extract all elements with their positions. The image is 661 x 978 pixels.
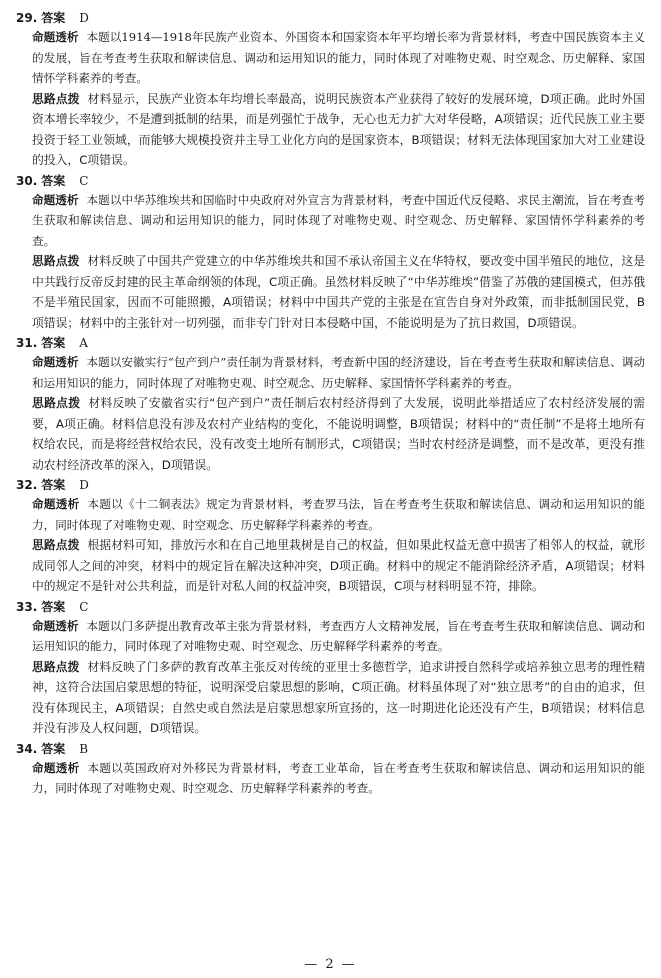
analysis-text: 本题以英国政府对外移民为背景材料，考查工业革命，旨在考查考生获取和解读信息、调动和运用知识的能力，同时体现了对唯物史观、时空观念、历史解释学科素养的考查。 <box>32 760 645 795</box>
analysis-label: 命题透析 <box>32 30 79 44</box>
analysis-text: 本题以安徽实行“包产到户”责任制为背景材料，考查新中国的经济建设，旨在考查考生获取和解读信息、调动和运用知识的能力，同时体现了对唯物史观、时空观念、历史解释、家国情怀学科素养的考查。 <box>32 355 645 390</box>
question-number: 33. <box>16 599 38 614</box>
analysis-paragraph <box>16 190 645 252</box>
tips-label: 思路点拨 <box>32 538 80 552</box>
answer-line <box>16 740 645 758</box>
question-number: 34. <box>16 741 38 756</box>
tips-paragraph <box>16 393 645 475</box>
analysis-paragraph <box>16 494 645 535</box>
question-number: 30. <box>16 173 38 188</box>
answer-option: B <box>79 741 89 756</box>
answer-line <box>16 598 645 616</box>
answer-label: 答案 <box>41 478 66 492</box>
answer-option: C <box>79 599 89 614</box>
answer-label: 答案 <box>41 599 66 614</box>
answer-option: A <box>79 336 88 350</box>
question-list <box>16 9 645 799</box>
tips-paragraph <box>16 657 645 739</box>
answer-line <box>16 476 645 494</box>
tips-paragraph <box>16 535 645 597</box>
tips-label: 思路点拨 <box>32 254 80 268</box>
answer-label: 答案 <box>41 336 66 350</box>
tips-text: 材料反映了安徽省实行“包产到户”责任制后农村经济得到了大发展，说明此举措适应了农村经济发展的需要，A项正确。材料信息没有涉及农村产业结构的变化，不能说明调整，B项错误；材料中的“责任制”不是将土地所有权给农民，而是将经营权给农民，没有改变土地所有制形式，C项错误；当时农村经济是调整，而不是改革，更没有推动农村经济改革的深入，D项错误。 <box>32 396 645 472</box>
answer-option: C <box>79 173 89 188</box>
analysis-paragraph <box>16 758 645 799</box>
question-31 <box>16 334 645 475</box>
answer-label: 答案 <box>41 11 66 25</box>
analysis-label: 命题透析 <box>32 760 80 775</box>
question-29 <box>16 9 645 171</box>
answer-line <box>16 9 645 27</box>
analysis-paragraph <box>16 27 645 89</box>
answer-label: 答案 <box>41 173 66 188</box>
answer-line <box>16 334 645 352</box>
question-32 <box>16 476 645 597</box>
analysis-label: 命题透析 <box>32 618 79 633</box>
question-number: 29. <box>16 11 38 25</box>
analysis-text: 本题以《十二铜表法》规定为背景材料，考查罗马法，旨在考查考生获取和解读信息、调动和运用知识的能力，同时体现了对唯物史观、时空观念、历史解释学科素养的考查。 <box>32 497 645 532</box>
tips-paragraph <box>16 89 645 171</box>
analysis-paragraph <box>16 616 645 657</box>
tips-text: 材料显示，民族产业资本年均增长率最高，说明民族资本产业获得了较好的发展环境，D项正确。此时外国资本增长率较少，不是遭到抵制的结果，而是列强忙于战争，无心也无力扩大对华侵略，A项错误；近代民族工业主要投资于轻工业领域，而能够大规模投资并主导工业化方向的是国家资本，B项错误；材料无法体现国家加大对工业建设的投入，C项错误。 <box>32 91 645 167</box>
tips-label: 思路点拨 <box>32 91 80 106</box>
analysis-label: 命题透析 <box>32 192 79 207</box>
tips-text: 材料反映了门多萨的教育改革主张反对传统的亚里士多德哲学，追求讲授自然科学或培养独立思考的理性精神，这符合法国启蒙思想的特征，说明深受启蒙思想的影响，C项正确。材料虽体现了对“独立思考”的自由的追求，但没有体现民主，A项错误；自然史或自然法是启蒙思想家所宣扬的，这一时期进化论还没有产生，B项错误；材料信息并没有涉及人权问题，D项错误。 <box>32 659 645 735</box>
answer-label: 答案 <box>41 741 66 756</box>
analysis-paragraph <box>16 352 645 393</box>
analysis-label: 命题透析 <box>32 497 80 511</box>
question-34 <box>16 740 645 799</box>
analysis-label: 命题透析 <box>32 355 79 369</box>
analysis-text: 本题以中华苏维埃共和国临时中央政府对外宣言为背景材料，考查中国近代反侵略、求民主潮流，旨在考查考生获取和解读信息、调动和运用知识的能力，同时体现了对唯物史观、时空观念、历史解释、家国情怀学科素养的考查。 <box>32 192 645 248</box>
analysis-text: 本题以1914—1918年民族产业资本、外国资本和国家资本年平均增长率为背景材料，考查中国民族资本主义的发展，旨在考查考生获取和解读信息、调动和运用知识的能力，同时体现了对唯物史观、时空观念、历史解释、家国情怀学科素养的考查。 <box>32 30 645 85</box>
question-number: 32. <box>16 478 38 492</box>
analysis-text: 本题以门多萨提出教育改革主张为背景材料，考查西方人文精神发展，旨在考查考生获取和解读信息、调动和运用知识的能力，同时体现了对唯物史观、时空观念、历史解释学科素养的考查。 <box>32 618 645 653</box>
tips-label: 思路点拨 <box>32 396 81 410</box>
tips-label: 思路点拨 <box>32 659 80 674</box>
question-number: 31. <box>16 336 38 350</box>
answer-option: D <box>79 478 89 492</box>
page-number: — 2 — <box>304 957 357 972</box>
tips-text: 根据材料可知，排放污水和在自己地里栽树是自己的权益，但如果此权益无意中损害了相邻人的权益，就形成同邻人之间的冲突，材料中的规定旨在解决这种冲突，D项正确。材料中的规定不能消除经济矛盾，A项错误；材料中的规定不是针对公共利益，而是针对私人间的权益冲突，B项错误，C项与材料明显不符，排除。 <box>32 538 645 593</box>
answer-option: D <box>79 11 89 25</box>
answer-line <box>16 172 645 190</box>
question-30 <box>16 172 645 334</box>
question-33 <box>16 598 645 739</box>
tips-paragraph <box>16 251 645 333</box>
tips-text: 材料反映了中国共产党建立的中华苏维埃共和国不承认帝国主义在华特权，要改变中国半殖民的地位，这是中共践行反帝反封建的民主革命纲领的体现，C项正确。虽然材料反映了“中华苏维埃”借鉴了苏俄的建国模式，但苏俄不是半殖民国家，因而不可能照搬，A项错误；材料中中国共产党的主张是在宣告自身对外政策，而非抵制国民党，B项错误；材料中的主张针对一切列强，而非专门针对日本侵略中国，不能说明是为了抗日救国，D项错误。 <box>32 254 645 330</box>
